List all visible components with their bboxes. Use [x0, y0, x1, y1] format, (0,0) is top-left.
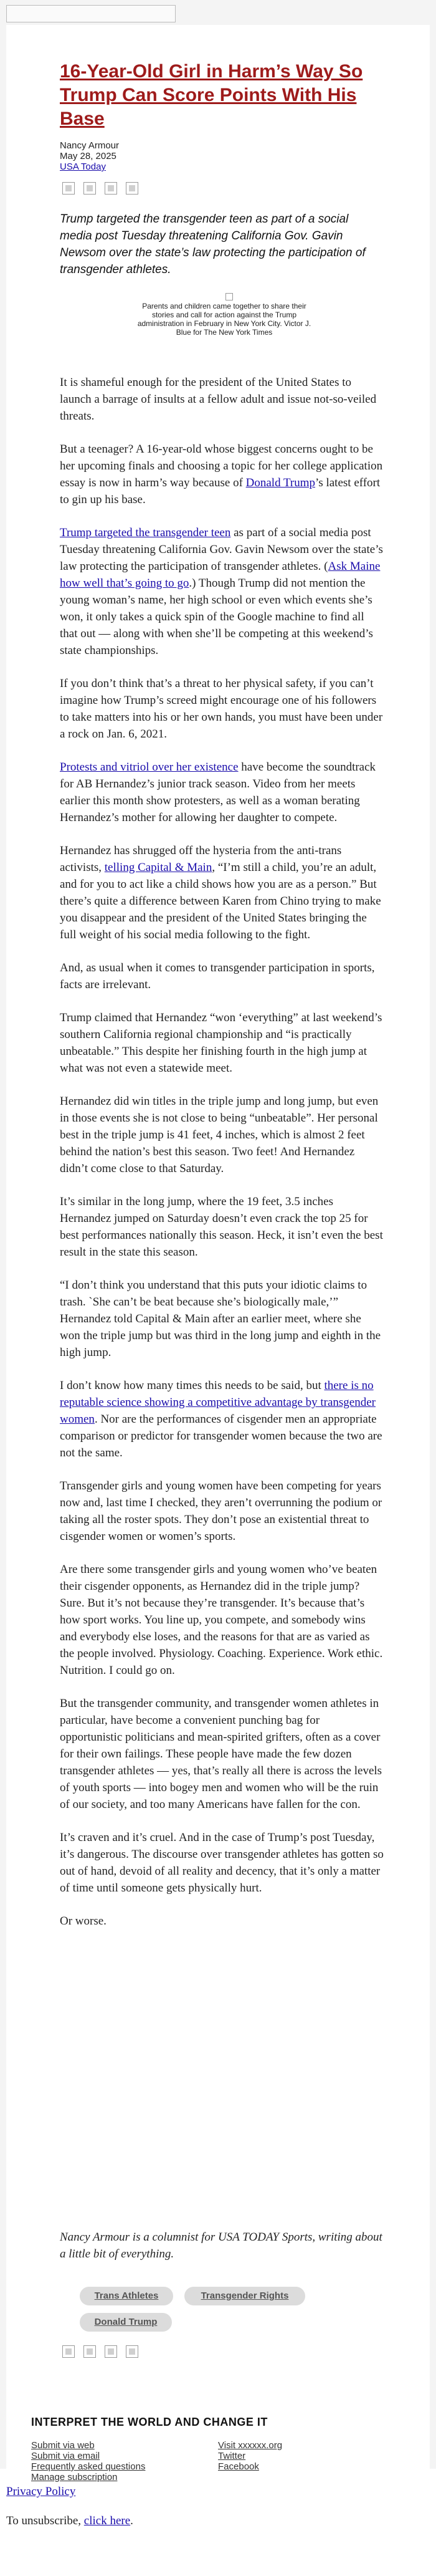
paragraph: Are there some transgender girls and young women who’ve beaten their cisgender opponents, as Hernandez did in the triple jump? Sure. But it’s not because they’re transgender. It’s because that’s how sport works. You line up, you compete, and somebody wins and everybody else loses, and the reasons for that are as varied as the people involved. Physiology. Coaching. Experience. Work ethic. Nutrition. I could go on. — [60, 1563, 383, 1677]
photo-caption: Parents and children came together to share their stories and call for action against the Trump administration in February in New York City. Victor J. Blue for The New York Times — [137, 302, 311, 337]
unsubscribe-text: To unsubscribe, — [6, 2514, 84, 2527]
faq-link[interactable]: Frequently asked questions — [31, 2461, 146, 2472]
share-icon[interactable] — [83, 2345, 96, 2358]
paragraph: And, as usual when it comes to transgender participation in sports, facts are irrelevant. — [60, 961, 375, 991]
article-meta — [60, 140, 119, 172]
facebook-link[interactable]: Facebook — [218, 2461, 259, 2472]
share-icons-bottom — [62, 2345, 138, 2358]
unsubscribe-row — [6, 2514, 133, 2528]
header-image-placeholder — [6, 5, 176, 22]
paragraph: It is shameful enough for the president of the United States to launch a barrage of insults at a fellow adult and issue not-so-veiled threats. — [60, 376, 377, 423]
paragraph: I don’t know how many times this needs to be said, but there is no reputable science showing a competitive advantage by transgender women. Nor are the performances of cisgender men an appropriate comparison or predictor for transgender women because the two are not the same. — [60, 1379, 382, 1459]
tag-trans-athletes[interactable]: Trans Athletes — [80, 2287, 173, 2305]
tag-transgender-rights[interactable]: Transgender Rights — [184, 2287, 305, 2305]
paragraph: Trump claimed that Hernandez “won ‘everything” at last weekend’s southern California regional championship and “is practically unbeatable.” This despite her finishing fourth in the high jump at what was not even a statewide meet. — [60, 1011, 382, 1075]
source-link[interactable]: USA Today — [60, 161, 106, 172]
manage-subscription-link[interactable]: Manage subscription — [31, 2472, 118, 2482]
footer-links-left — [31, 2440, 145, 2482]
share-icon[interactable] — [105, 182, 117, 195]
paragraph: “I don’t think you understand that this puts your idiotic claims to trash. `She can’t be beat because she’s biologically male,’” Hernandez told Capital & Main after an earlier meet, where she won the triple jump but was third in the long jump and eighth in the high jump. — [60, 1279, 381, 1359]
inline-link[interactable]: there is no reputable science showing a competitive advantage by transgender women — [60, 1379, 376, 1426]
share-icon[interactable] — [62, 182, 75, 195]
article-dek: Trump targeted the transgender teen as part of a social media post Tuesday threatening California Gov. Gavin Newsom over the state’s law protecting the participation of transgender athletes. — [60, 213, 366, 276]
paragraph: It’s similar in the long jump, where the 19 feet, 3.5 inches Hernandez jumped on Saturday doesn’t even crack the top 25 for best performances nationally this season. Heck, it isn’t even the best result in the state this season. — [60, 1195, 383, 1259]
inline-link[interactable]: Trump targeted the transgender teen — [60, 526, 231, 539]
footer-heading: INTERPRET THE WORLD AND CHANGE IT — [31, 2416, 268, 2428]
paragraph: Protests and vitriol over her existence have become the soundtrack for AB Hernandez’s junior track season. Video from her meets earlier this month show protesters, as well as a woman berating Hernandez’s mother for allowing her daughter to compete. — [60, 761, 376, 824]
privacy-row — [6, 2485, 75, 2499]
paragraph: Or worse. — [60, 1915, 107, 1928]
twitter-link[interactable]: Twitter — [218, 2451, 246, 2461]
paragraph: Transgender girls and young women have been competing for years now and, last time I checked, they aren’t overrunning the podium or taking all the roster spots. They don’t pose an existential threat to cisgender women or women’s sports. — [60, 1479, 382, 1543]
author-note: Nancy Armour is a columnist for USA TODAY Sports, writing about a little bit of everything. — [60, 2231, 382, 2261]
share-icon[interactable] — [126, 182, 138, 195]
paragraph: But the transgender community, and transgender women athletes in particular, have become a convenient punching bag for opportunistic politicians and mean-spirited grifters, often as a cover for their own failings. These people have made the few dozen transgender athletes — yes, that’s really all there is across the levels of youth sports — into bogey men and women who will be the ruin of our society, and too many Americans have fallen for the con. — [60, 1697, 382, 1811]
unsubscribe-link[interactable]: click here — [83, 2514, 131, 2527]
paragraph: Hernandez has shrugged off the hysteria from the anti-trans activists, telling Capital & Main, “I’m still a child, you’re an adult, and for you to act like a child shows how you are as a person.” But there’s quite a difference between Karen from Chino trying to make you disappear and the president of the United States bringing the full weight of his social media following to the fight. — [60, 844, 381, 941]
unsubscribe-suffix: . — [130, 2514, 133, 2527]
inline-link[interactable]: Donald Trump — [245, 476, 316, 489]
paragraph: Trump targeted the transgender teen as part of a social media post Tuesday threatening California Gov. Gavin Newsom over the state’s law protecting the participation of transgender athletes. (Ask Maine how well that’s going to go.) Though Trump did not mention the young woman’s name, her high school or even which events she’s won, it only takes a quick spin of the Google machine to find all that out — along with when she’ll be competing at this weekend’s state championships. — [60, 526, 383, 657]
share-icon[interactable] — [126, 2345, 138, 2358]
visit-site-link[interactable]: Visit xxxxxx.org — [218, 2440, 283, 2451]
inline-link[interactable]: telling Capital & Main — [104, 861, 212, 874]
photo-placeholder-icon — [225, 293, 233, 300]
privacy-policy-link[interactable]: Privacy Policy — [6, 2485, 76, 2498]
author-name: Nancy Armour — [60, 140, 120, 151]
tag-donald-trump[interactable]: Donald Trump — [80, 2313, 172, 2332]
inline-link[interactable]: Ask Maine how well that’s going to go — [60, 560, 381, 590]
share-icon[interactable] — [62, 2345, 75, 2358]
footer-links-right — [218, 2440, 282, 2472]
publish-date: May 28, 2025 — [60, 151, 116, 161]
article-card — [6, 25, 430, 2482]
paragraph: If you don’t think that’s a threat to her physical safety, if you can’t imagine how Trump’s screed might encourage one of his followers to take matters into his or her own hands, you must have been under a rock on Jan. 6, 2021. — [60, 677, 383, 741]
article-body — [60, 374, 384, 1946]
share-icon[interactable] — [83, 182, 96, 195]
paragraph: But a teenager? A 16-year-old whose biggest concerns ought to be her upcoming finals and choosing a topic for her college application essay is now in harm’s way because of Donald Trump’s latest effort to gin up his base. — [60, 443, 383, 506]
paragraph: Hernandez did win titles in the triple jump and long jump, but even in those events she is not close to being “unbeatable”. Her personal best in the triple jump is 41 feet, 4 inches, which is almost 2 feet behind the nation’s best this season. Two feet! And Hernandez didn’t come close to that Saturday. — [60, 1095, 379, 1175]
inline-link[interactable]: Protests and vitriol over her existence — [60, 761, 239, 774]
article-title[interactable]: 16-Year-Old Girl in Harm’s Way So Trump Can Score Points With His Base — [60, 61, 363, 129]
share-icons-top — [62, 182, 138, 195]
submit-email-link[interactable]: Submit via email — [31, 2451, 100, 2461]
share-icon[interactable] — [105, 2345, 117, 2358]
submit-web-link[interactable]: Submit via web — [31, 2440, 95, 2451]
paragraph: It’s craven and it’s cruel. And in the case of Trump’s post Tuesday, it’s dangerous. The discourse over transgender athletes has gotten so out of hand, devoid of all reality and decency, that it’s only a matter of time until someone gets physically hurt. — [60, 1831, 384, 1895]
